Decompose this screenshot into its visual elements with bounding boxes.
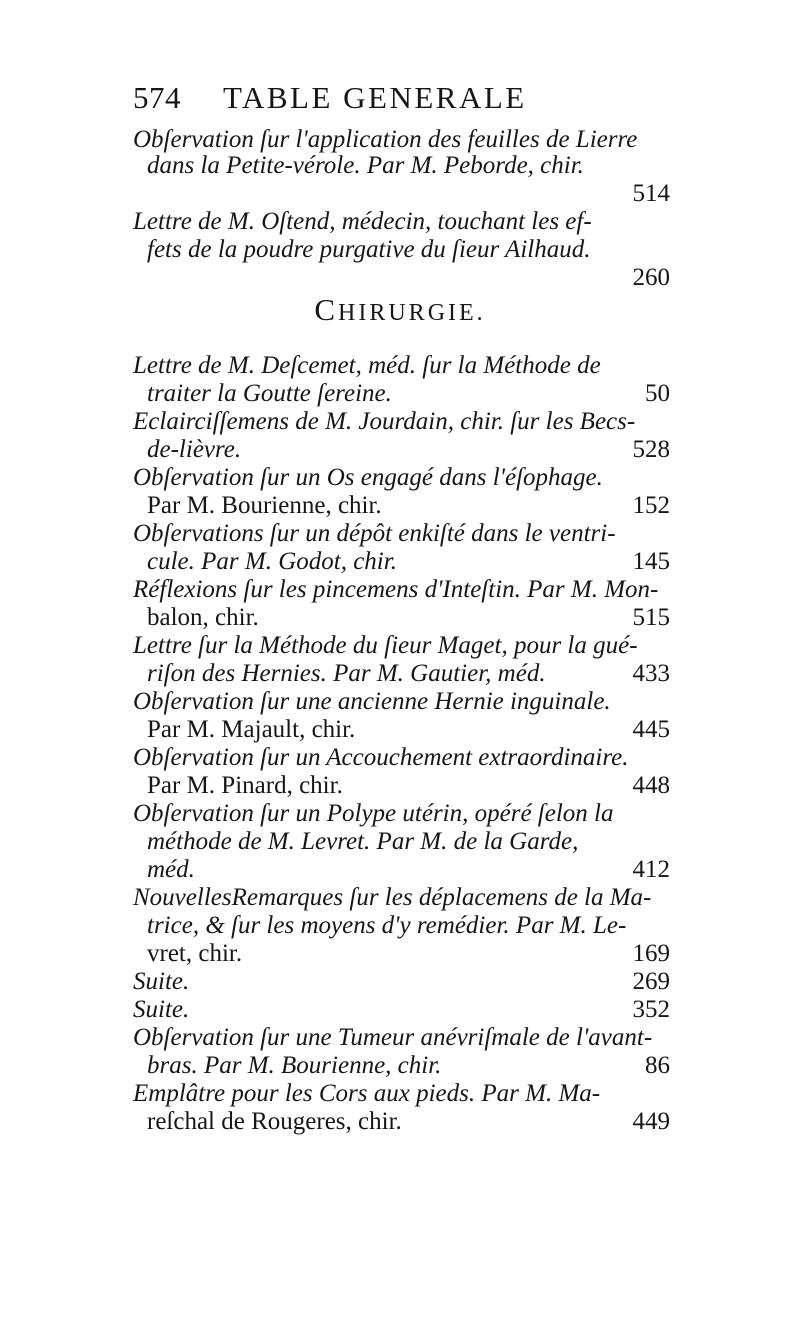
entry-text: Obſervation ſur un Os engagé dans l'éſophage. xyxy=(133,464,603,491)
section-initial: C xyxy=(314,292,339,327)
page-reference: 169 xyxy=(632,940,670,967)
page-reference: 50 xyxy=(645,380,670,407)
section-heading-rest: HIRURGIE. xyxy=(338,300,486,326)
page-reference: 515 xyxy=(632,604,670,631)
entry-text: Obſervation ſur un Polype utérin, opéré ſelon la xyxy=(133,800,614,827)
page-reference: 528 xyxy=(632,436,670,463)
section-heading xyxy=(0,292,800,328)
entry-text: bras. Par M. Bourienne, chir. xyxy=(147,1052,442,1079)
entry-text: traiter la Goutte ſereine. xyxy=(147,380,392,407)
entry-text: Par M. Majault, chir. xyxy=(147,716,356,743)
page-reference: 448 xyxy=(632,772,670,799)
entry-text: reſchal de Rougeres, chir. xyxy=(147,1108,402,1135)
entry-text: Obſervation ſur une Tumeur anévriſmale de l'avant- xyxy=(133,1024,653,1051)
entry-text: balon, chir. xyxy=(147,604,259,631)
page-reference: 449 xyxy=(632,1108,670,1135)
entry-text: Réflexions ſur les pincemens d'Inteſtin. Par M. Mon- xyxy=(133,576,659,603)
entry-text: Obſervation ſur une ancienne Hernie inguinale. xyxy=(133,688,611,715)
page-reference: 445 xyxy=(632,716,670,743)
page-number: 574 xyxy=(133,80,181,115)
running-title: TABLE GENERALE xyxy=(223,80,527,115)
entry-text: Par M. Bourienne, chir. xyxy=(147,492,382,519)
page-reference: 152 xyxy=(632,492,670,519)
page-reference: 145 xyxy=(632,548,670,575)
entry-text: Lettre de M. Deſcemet, méd. ſur la Méthode de xyxy=(133,352,601,379)
entry-text: Lettre de M. Oſtend, médecin, touchant les ef- xyxy=(133,208,592,235)
entry-text: trice, & ſur les moyens d'y remédier. Par M. Le- xyxy=(147,912,627,939)
page-reference: 433 xyxy=(632,660,670,687)
running-header xyxy=(133,80,693,126)
entry-text: méd. xyxy=(147,856,195,883)
entry-text: Obſervations ſur un dépôt enkiſté dans le ventri- xyxy=(133,520,616,547)
page-reference: 412 xyxy=(632,856,670,883)
entry-text: Emplâtre pour les Cors aux pieds. Par M. Ma- xyxy=(133,1080,601,1107)
entry-text: cule. Par M. Godot, chir. xyxy=(147,548,397,575)
entry-text: riſon des Hernies. Par M. Gautier, méd. xyxy=(147,660,546,687)
entry-text: NouvellesRemarques ſur les déplacemens de la Ma- xyxy=(133,884,652,911)
entry-text: de-lièvre. xyxy=(147,436,242,463)
entry-text: Obſervation ſur un Accouchement extraordinaire. xyxy=(133,744,629,771)
index-entry-line xyxy=(147,1106,670,1138)
index-entry-line xyxy=(147,262,670,294)
entry-text: Par M. Pinard, chir. xyxy=(147,772,343,799)
entry-text: Eclairciſſemens de M. Jourdain, chir. ſur les Becs- xyxy=(133,408,636,435)
entry-text: méthode de M. Levret. Par M. de la Garde, xyxy=(147,828,579,855)
page-reference: 260 xyxy=(632,264,670,291)
entry-text: fets de la poudre purgative du ſieur Ailhaud. xyxy=(147,236,591,263)
entry-text: Lettre ſur la Méthode du ſieur Maget, pour la gué- xyxy=(133,632,638,659)
page-reference: 269 xyxy=(632,968,670,995)
entry-text: dans la Petite-vérole. Par M. Peborde, chir. xyxy=(147,152,584,179)
page-reference: 352 xyxy=(632,996,670,1023)
page-reference: 86 xyxy=(645,1052,670,1079)
page-reference: 514 xyxy=(632,180,670,207)
entry-text: Suite. xyxy=(133,996,190,1023)
entry-text: Obſervation ſur l'application des feuilles de Lierre xyxy=(133,126,638,153)
entry-text: Suite. xyxy=(133,968,190,995)
entry-text: vret, chir. xyxy=(147,940,243,967)
